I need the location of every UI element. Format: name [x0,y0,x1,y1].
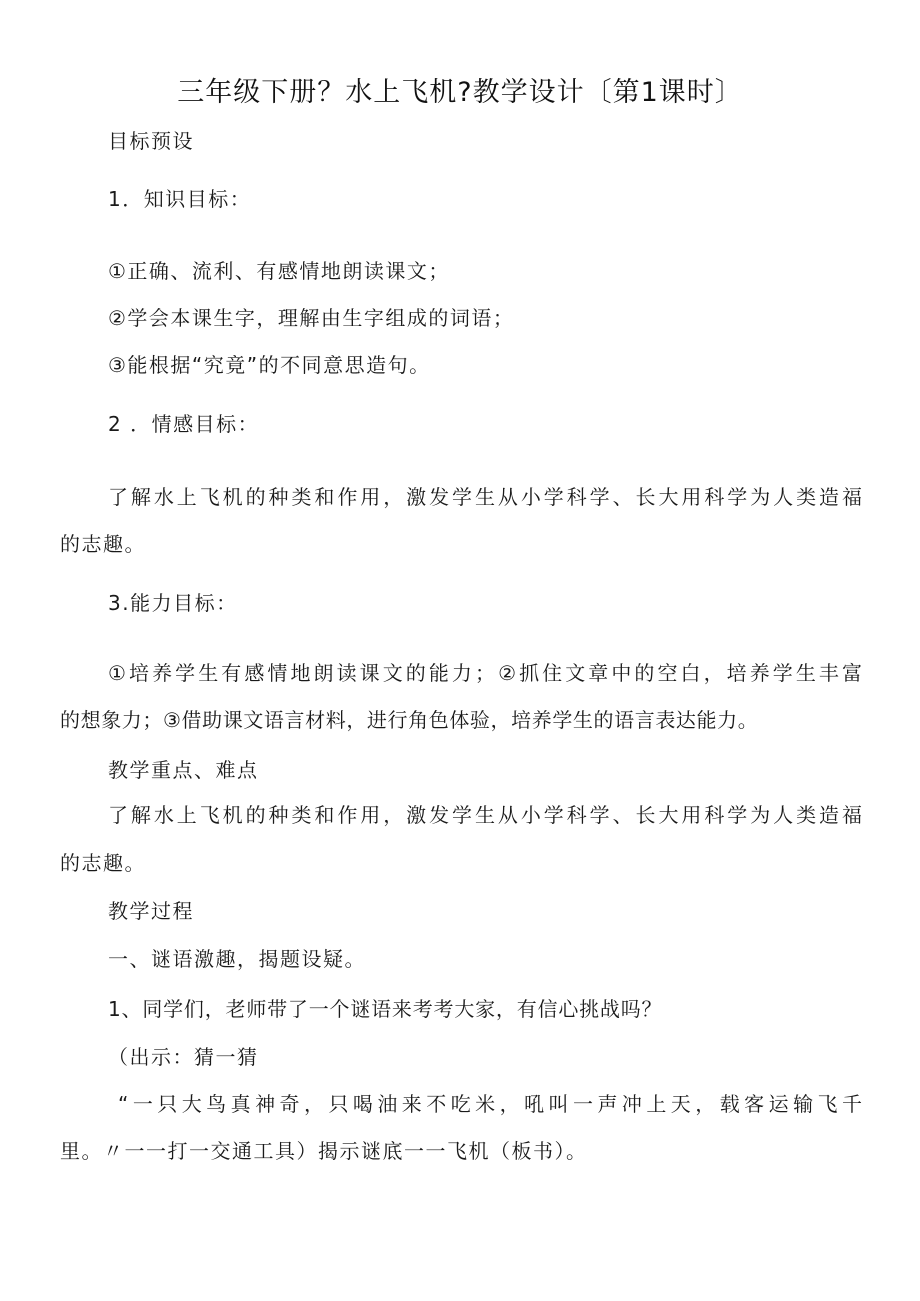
ability-heading: 3.能力目标： [108,591,238,615]
riddle-line2: 里。〃一一打一交通工具）揭示谜底一一飞机（板书）。 [60,1139,588,1163]
knowledge-item-3: ③能根据“究竟”的不同意思造句。 [108,353,431,377]
knowledge-heading: 1．知识目标： [108,187,252,211]
key-points-line2: 的志趣。 [60,851,146,875]
document-title: 三年级下册？水上飞机?教学设计〔第1课时〕 [177,77,743,108]
emotion-text-line2: 的志趣。 [60,532,146,556]
process-heading: 教学过程 [108,899,194,923]
ability-text-line2: 的想象力；③借助课文语言材料，进行角色体验，培养学生的语言表达能力。 [60,708,759,732]
riddle-line1: “一只大鸟真神奇，只喝油来不吃米，吼叫一声冲上天，载客运输飞千 [118,1092,862,1116]
goals-heading: 目标预设 [108,129,194,153]
emotion-heading: 2 ．情感目标： [108,412,260,436]
knowledge-item-2: ②学会本课生字，理解由生字组成的词语； [108,306,515,330]
step1-item1: 1、同学们，老师带了一个谜语来考考大家，有信心挑战吗？ [108,997,663,1021]
key-points-line1: 了解水上飞机的种类和作用，激发学生从小学科学、长大用科学为人类造福 [108,803,862,827]
emotion-text-line1: 了解水上飞机的种类和作用，激发学生从小学科学、长大用科学为人类造福 [108,485,862,509]
ability-text-line1: ①培养学生有感情地朗读课文的能力；②抓住文章中的空白，培养学生丰富 [108,661,862,685]
step1-heading: 一、谜语激趣，揭题设疑。 [108,947,366,971]
step1-show: （出示：猜一猜 [108,1045,259,1069]
key-points-heading: 教学重点、难点 [108,758,259,782]
knowledge-item-1: ①正确、流利、有感情地朗读课文； [108,259,450,283]
